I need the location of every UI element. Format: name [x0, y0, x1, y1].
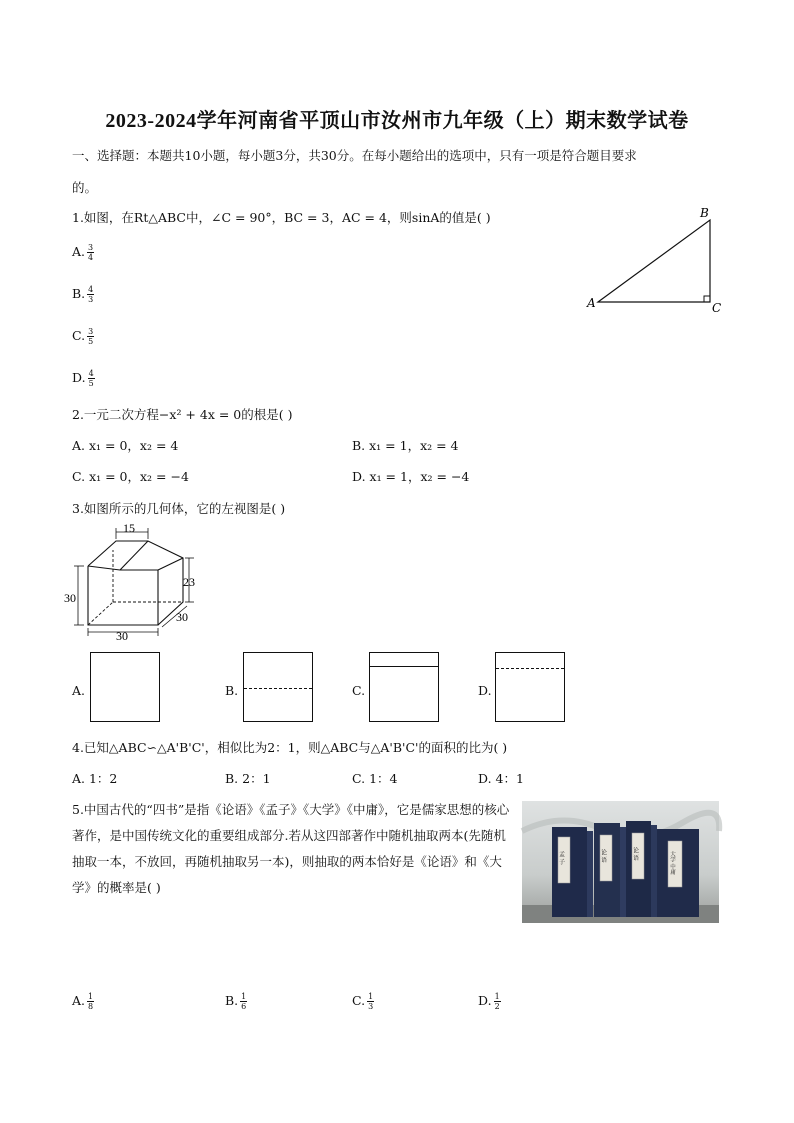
q5-option-c-label: C. — [352, 993, 366, 1008]
q3-option-c-label: C. — [352, 683, 366, 698]
q1-label-a: A — [587, 296, 596, 310]
q5-stem: 5.中国古代的“四书”是指《论语》《孟子》《大学》《中庸》，它是儒家思想的核心著作，是中国传统文化的重要组成部分.若从这四部著作中随机抽取两本(先随机抽取一本，不放回，再随机抽取另一本)，则抽取的两本恰好是《论语》和《大学》的概率是( ) — [72, 802, 510, 895]
q5-option-c-numerator: 1 — [368, 992, 374, 1001]
q5-option-a-denominator: 8 — [88, 1002, 94, 1011]
q1-option-d-denominator: 5 — [88, 379, 94, 388]
q5-option-d-fraction — [494, 992, 501, 1011]
q1-option-d — [72, 369, 95, 388]
q4-option-c: C. 1：4 — [352, 771, 398, 786]
q1-option-c-fraction — [87, 327, 94, 346]
q5-option-d-label: D. — [478, 993, 492, 1008]
q1-option-a-fraction — [87, 243, 94, 262]
q5-option-b-numerator: 1 — [241, 992, 247, 1001]
q3-option-b-figure — [243, 652, 313, 722]
q1-option-b-label: B. — [72, 286, 86, 301]
q4-option-a: A. 1：2 — [72, 771, 118, 786]
q2-option-c: C. x₁ = 0，x₂ = −4 — [72, 469, 189, 484]
q5-option-d — [478, 992, 501, 1011]
q5-book-title-3: 论 语 — [631, 847, 639, 861]
q5-option-c — [352, 992, 374, 1011]
q5-option-b-denominator: 6 — [241, 1002, 247, 1011]
q1-option-d-label: D. — [72, 370, 86, 385]
q5-books-photo — [522, 801, 719, 923]
q2-option-a: A. x₁ = 0，x₂ = 4 — [72, 438, 179, 453]
q1-option-b-fraction — [87, 285, 94, 304]
section-header-line1: 一、选择题：本题共10小题，每小题3分，共30分。在每小题给出的选项中，只有一项是符合题目要求 — [72, 148, 637, 163]
q3-option-a-figure — [90, 652, 160, 722]
q1-option-c-denominator: 5 — [88, 337, 94, 346]
q1-option-c-label: C. — [72, 328, 86, 343]
section-header-line2: 的。 — [72, 180, 98, 195]
q5-book-title-1: 孟 子 — [557, 851, 565, 865]
q5-option-a-numerator: 1 — [88, 992, 94, 1001]
q1-option-b — [72, 285, 94, 304]
q4-option-d: D. 4：1 — [478, 771, 524, 786]
q3-option-d-label: D. — [478, 683, 492, 698]
q1-option-c — [72, 327, 94, 346]
q1-option-d-numerator: 4 — [88, 369, 94, 378]
q1-option-b-denominator: 3 — [88, 295, 94, 304]
q3-dim-left: 30 — [64, 591, 76, 605]
q3-option-d-figure — [495, 652, 565, 722]
q5-option-a-label: A. — [72, 993, 86, 1008]
q5-option-c-denominator: 3 — [368, 1002, 374, 1011]
q5-option-b — [225, 992, 247, 1011]
q3-dim-top: 15 — [123, 521, 135, 535]
page-title: 2023-2024学年河南省平顶山市汝州市九年级（上）期末数学试卷 — [105, 110, 689, 132]
q1-label-b: B — [700, 206, 709, 220]
q3-solid-figure — [66, 522, 206, 644]
q1-option-a — [72, 243, 94, 262]
q1-option-a-label: A. — [72, 244, 86, 259]
q4-option-b: B. 2：1 — [225, 771, 271, 786]
q5-option-d-denominator: 2 — [494, 1002, 500, 1011]
q5-book-title-4: 大学 中庸 — [669, 851, 675, 875]
q5-option-b-label: B. — [225, 993, 239, 1008]
q1-stem: 1.如图，在Rt△ABC中，∠C = 90°，BC = 3，AC = 4，则sinA的值是( ) — [72, 210, 491, 225]
q3-option-c-figure — [369, 652, 439, 722]
q3-dim-right: 23 — [183, 575, 195, 589]
q3-dim-depth: 30 — [176, 610, 188, 624]
q1-option-c-numerator: 3 — [88, 327, 94, 336]
q1-option-a-denominator: 4 — [88, 253, 94, 262]
q5-option-d-numerator: 1 — [494, 992, 500, 1001]
q1-option-a-numerator: 3 — [88, 243, 94, 252]
q5-option-a-fraction — [87, 992, 94, 1011]
q3-option-b-label: B. — [225, 683, 239, 698]
q5-option-a — [72, 992, 94, 1011]
q3-option-a-label: A. — [72, 683, 86, 698]
q1-triangle-figure — [585, 205, 725, 320]
q5-option-c-fraction — [367, 992, 374, 1011]
q2-option-d: D. x₁ = 1，x₂ = −4 — [352, 469, 470, 484]
q3-dim-bottom: 30 — [116, 629, 128, 643]
q5-option-b-fraction — [240, 992, 247, 1011]
q1-label-c: C — [712, 301, 722, 315]
q4-stem: 4.已知△ABC∽△A'B'C'，相似比为2：1，则△ABC与△A'B'C'的面积的比为( ) — [72, 740, 508, 755]
q1-option-b-numerator: 4 — [88, 285, 94, 294]
q5-book-title-2: 论 语 — [599, 849, 607, 863]
q1-option-d-fraction — [88, 369, 95, 388]
q2-stem: 2.一元二次方程−x² + 4x = 0的根是( ) — [72, 407, 293, 422]
q3-stem: 3.如图所示的几何体，它的左视图是( ) — [72, 501, 286, 516]
q2-option-b: B. x₁ = 1，x₂ = 4 — [352, 438, 459, 453]
